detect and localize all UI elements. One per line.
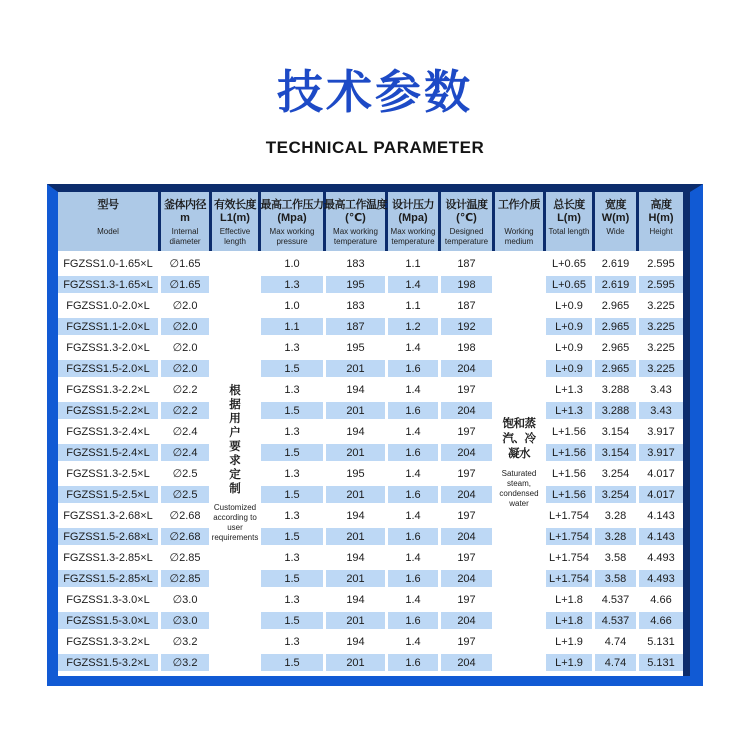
value-cell: 3.225 — [647, 341, 675, 354]
model-cell: FGZSS1.5-2.5×L — [58, 486, 158, 503]
value-cell: 204 — [441, 444, 492, 461]
value-cell: 3.254 — [595, 486, 636, 503]
model-cell: FGZSS1.3-2.5×L — [66, 467, 150, 480]
column-header-sub: (℃) — [456, 212, 477, 224]
model-cell: FGZSS1.5-3.2×L — [58, 654, 158, 671]
customized-note-char: 要 — [229, 440, 241, 453]
column-header-cn: 有效长度 — [214, 199, 256, 211]
column-header-en: Max working temperature — [390, 227, 436, 246]
column-header-cn: 釜体内径 — [164, 199, 206, 211]
table-header-row — [58, 192, 683, 251]
value-cell: 1.2 — [388, 318, 438, 335]
value-cell: 187 — [457, 257, 476, 270]
column-header-10 — [595, 192, 636, 251]
value-cell: 1.6 — [388, 612, 438, 629]
value-cell: L+0.65 — [546, 276, 592, 293]
value-cell: 201 — [326, 612, 385, 629]
value-cell: L+1.9 — [546, 654, 592, 671]
value-cell: 183 — [346, 257, 365, 270]
model-cell: FGZSS1.3-2.0×L — [66, 341, 150, 354]
value-cell: 1.4 — [388, 276, 438, 293]
column-header-4 — [261, 192, 323, 251]
value-cell: 3.43 — [650, 383, 672, 396]
value-cell: 197 — [457, 467, 476, 480]
value-cell: 2.965 — [595, 318, 636, 335]
value-cell: 194 — [346, 593, 365, 606]
value-cell: L+1.9 — [555, 635, 583, 648]
value-cell: ∅3.0 — [172, 594, 198, 606]
model-cell: FGZSS1.3-1.65×L — [58, 276, 158, 293]
column-header-6 — [388, 192, 438, 251]
value-cell: 192 — [441, 318, 492, 335]
value-cell: L+1.754 — [546, 528, 592, 545]
column-header-3 — [212, 192, 258, 251]
column-header-en: Wide — [606, 227, 625, 236]
value-cell: 1.1 — [405, 257, 421, 270]
value-cell: L+1.56 — [552, 425, 586, 438]
value-cell: 2.619 — [601, 257, 630, 270]
column-header-sub: (℃) — [345, 212, 366, 224]
value-cell: 204 — [441, 570, 492, 587]
model-cell: FGZSS1.5-2.0×L — [58, 360, 158, 377]
value-cell: 2.965 — [595, 360, 636, 377]
customized-note-char: 求 — [229, 454, 241, 467]
working-medium-en: Saturated steam, condensed water — [499, 469, 539, 508]
value-cell: 1.0 — [284, 299, 300, 312]
value-cell: 194 — [346, 383, 365, 396]
value-cell: 1.5 — [261, 654, 323, 671]
column-header-sub: (Mpa) — [398, 212, 428, 224]
value-cell: 197 — [457, 425, 476, 438]
value-cell: L+1.754 — [548, 509, 590, 522]
working-medium-cn — [503, 417, 536, 462]
column-header-cn: 总长度 — [553, 199, 585, 211]
value-cell: 4.537 — [595, 612, 636, 629]
value-cell: 4.143 — [647, 509, 675, 522]
value-cell: 204 — [441, 402, 492, 419]
value-cell: 1.6 — [388, 360, 438, 377]
value-cell: ∅2.2 — [172, 384, 198, 396]
value-cell: 1.3 — [284, 551, 300, 564]
value-cell: L+1.8 — [555, 593, 583, 606]
value-cell: 1.3 — [284, 593, 300, 606]
value-cell: 1.5 — [261, 444, 323, 461]
value-cell: 4.017 — [639, 486, 683, 503]
page — [0, 56, 750, 739]
column-header-1 — [58, 192, 158, 251]
column-header-en: Total length — [548, 227, 590, 236]
value-cell: 2.595 — [639, 276, 683, 293]
column-header-cn: 最高工作温度 — [324, 199, 387, 211]
value-cell: ∅2.4 — [172, 426, 198, 438]
column-header-9 — [546, 192, 592, 251]
value-cell: ∅2.0 — [161, 318, 209, 335]
value-cell: 1.4 — [405, 635, 421, 648]
value-cell: 198 — [441, 276, 492, 293]
customized-note-cell — [212, 255, 258, 671]
column-header-sub: H(m) — [648, 212, 674, 224]
value-cell: 194 — [346, 425, 365, 438]
model-cell: FGZSS1.5-2.4×L — [58, 444, 158, 461]
value-cell: 4.493 — [647, 551, 675, 564]
value-cell: 1.3 — [284, 509, 300, 522]
column-header-en: Designed temperature — [444, 227, 489, 246]
column-header-cn: 工作介质 — [498, 199, 540, 211]
value-cell: 3.58 — [595, 570, 636, 587]
value-cell: 1.5 — [261, 486, 323, 503]
value-cell: 3.225 — [647, 299, 675, 312]
customized-note-char: 据 — [229, 398, 241, 411]
value-cell: 187 — [457, 299, 476, 312]
value-cell: 194 — [346, 635, 365, 648]
column-header-en: Model — [97, 227, 119, 236]
customized-note-char: 定 — [229, 468, 241, 481]
value-cell: L+1.56 — [546, 444, 592, 461]
value-cell: 3.28 — [595, 528, 636, 545]
value-cell: 195 — [346, 467, 365, 480]
value-cell: 201 — [326, 528, 385, 545]
value-cell: 3.43 — [639, 402, 683, 419]
value-cell: 4.143 — [639, 528, 683, 545]
value-cell: 5.131 — [639, 654, 683, 671]
column-header-en: Max working pressure — [269, 227, 315, 246]
column-header-en: Internal diameter — [169, 227, 201, 246]
model-cell: FGZSS1.3-3.2×L — [66, 635, 150, 648]
value-cell: L+0.65 — [552, 257, 586, 270]
value-cell: ∅2.0 — [172, 300, 198, 312]
value-cell: 204 — [441, 360, 492, 377]
column-header-en: Effective length — [219, 227, 251, 246]
value-cell: 204 — [441, 528, 492, 545]
value-cell: 195 — [326, 276, 385, 293]
model-cell: FGZSS1.3-2.68×L — [63, 509, 153, 522]
working-medium-cell — [495, 255, 543, 671]
value-cell: 198 — [457, 341, 476, 354]
value-cell: L+1.3 — [546, 402, 592, 419]
column-header-cn: 宽度 — [605, 199, 626, 211]
model-cell: FGZSS1.0-2.0×L — [66, 299, 150, 312]
value-cell: 1.4 — [405, 551, 421, 564]
column-header-7 — [441, 192, 492, 251]
value-cell: ∅2.0 — [161, 360, 209, 377]
column-header-cn: 型号 — [97, 199, 119, 211]
column-header-sub: m — [180, 212, 190, 224]
value-cell: 1.4 — [405, 509, 421, 522]
value-cell: ∅2.0 — [172, 342, 198, 354]
model-cell: FGZSS1.0-1.65×L — [63, 257, 153, 270]
customized-note-char: 用 — [229, 412, 241, 425]
value-cell: 1.4 — [405, 425, 421, 438]
value-cell: 204 — [441, 612, 492, 629]
value-cell: 1.3 — [284, 467, 300, 480]
table-body — [58, 251, 683, 676]
column-header-sub: (Mpa) — [277, 212, 307, 224]
value-cell: 4.74 — [604, 635, 627, 648]
value-cell: 1.3 — [284, 341, 300, 354]
value-cell: 3.288 — [601, 383, 630, 396]
value-cell: 3.917 — [639, 444, 683, 461]
value-cell: 3.58 — [604, 551, 627, 564]
value-cell: 204 — [441, 654, 492, 671]
column-header-2 — [161, 192, 209, 251]
value-cell: 201 — [326, 654, 385, 671]
value-cell: 197 — [457, 551, 476, 564]
value-cell: ∅3.2 — [161, 654, 209, 671]
value-cell: L+0.9 — [555, 341, 583, 354]
column-header-cn: 设计温度 — [445, 199, 488, 211]
value-cell: 197 — [457, 593, 476, 606]
value-cell: 1.1 — [261, 318, 323, 335]
page-title-cn: 技术参数 — [277, 66, 473, 118]
value-cell: 5.131 — [647, 635, 675, 648]
model-cell: FGZSS1.5-2.68×L — [58, 528, 158, 545]
value-cell: ∅2.85 — [161, 570, 209, 587]
value-cell: 194 — [346, 509, 365, 522]
model-cell: FGZSS1.5-3.0×L — [58, 612, 158, 629]
value-cell: 4.537 — [601, 593, 630, 606]
value-cell: 1.5 — [261, 528, 323, 545]
value-cell: 201 — [326, 402, 385, 419]
value-cell: 1.5 — [261, 360, 323, 377]
value-cell: L+1.3 — [555, 383, 583, 396]
value-cell: L+0.9 — [555, 299, 583, 312]
value-cell: 4.017 — [647, 467, 675, 480]
value-cell: L+1.8 — [546, 612, 592, 629]
column-header-sub: W(m) — [601, 212, 630, 224]
value-cell: 2.965 — [601, 299, 630, 312]
value-cell: 4.493 — [639, 570, 683, 587]
column-header-cn: 最高工作压力 — [260, 199, 324, 211]
value-cell: 3.28 — [604, 509, 627, 522]
column-header-8 — [495, 192, 543, 251]
value-cell: 187 — [326, 318, 385, 335]
column-header-sub: L1(m) — [220, 212, 250, 224]
value-cell: 1.5 — [261, 570, 323, 587]
value-cell: L+0.9 — [546, 360, 592, 377]
value-cell: ∅3.0 — [161, 612, 209, 629]
value-cell: 1.5 — [261, 402, 323, 419]
value-cell: L+1.56 — [546, 486, 592, 503]
value-cell: ∅2.4 — [161, 444, 209, 461]
value-cell: ∅1.65 — [169, 258, 201, 270]
value-cell: 1.4 — [405, 467, 421, 480]
value-cell: 2.619 — [595, 276, 636, 293]
value-cell: ∅2.5 — [161, 486, 209, 503]
value-cell: 3.225 — [639, 318, 683, 335]
value-cell: 1.6 — [388, 486, 438, 503]
value-cell: ∅1.65 — [161, 276, 209, 293]
value-cell: 1.6 — [388, 570, 438, 587]
value-cell: ∅3.2 — [172, 636, 198, 648]
value-cell: 1.3 — [284, 383, 300, 396]
value-cell: 183 — [346, 299, 365, 312]
value-cell: 201 — [326, 570, 385, 587]
model-cell: FGZSS1.3-2.2×L — [66, 383, 150, 396]
value-cell: 197 — [457, 509, 476, 522]
customized-note-char: 根 — [229, 384, 241, 397]
column-header-5 — [326, 192, 385, 251]
value-cell: 197 — [457, 635, 476, 648]
column-header-cn: 高度 — [650, 199, 672, 211]
customized-note-cn — [229, 384, 241, 496]
model-cell: FGZSS1.1-2.0×L — [58, 318, 158, 335]
working-medium-line: 饱和蒸 — [502, 418, 536, 430]
customized-note-char: 户 — [229, 426, 241, 439]
value-cell: 1.3 — [284, 425, 300, 438]
model-cell: FGZSS1.3-2.85×L — [63, 551, 153, 564]
value-cell: ∅2.85 — [169, 552, 201, 564]
value-cell: 1.1 — [405, 299, 421, 312]
value-cell: 201 — [326, 360, 385, 377]
value-cell: 3.154 — [595, 444, 636, 461]
value-cell: 4.66 — [650, 593, 672, 606]
column-header-en: Height — [649, 227, 673, 236]
value-cell: 195 — [346, 341, 365, 354]
value-cell: 3.225 — [639, 360, 683, 377]
table-inner — [58, 192, 690, 676]
model-cell: FGZSS1.3-3.0×L — [66, 593, 150, 606]
value-cell: 1.3 — [284, 635, 300, 648]
value-cell: 1.4 — [405, 593, 421, 606]
column-header-en: Max working temperature — [333, 227, 378, 246]
value-cell: ∅2.68 — [161, 528, 209, 545]
value-cell: 194 — [346, 551, 365, 564]
value-cell: 197 — [457, 383, 476, 396]
model-cell: FGZSS1.3-2.4×L — [66, 425, 150, 438]
value-cell: ∅2.2 — [161, 402, 209, 419]
column-header-en: Working medium — [504, 227, 534, 246]
value-cell: 3.254 — [601, 467, 630, 480]
value-cell: 1.6 — [388, 528, 438, 545]
customized-note-char: 制 — [229, 482, 241, 495]
value-cell: 1.6 — [388, 654, 438, 671]
value-cell: L+1.56 — [552, 467, 586, 480]
value-cell: 204 — [441, 486, 492, 503]
customized-note-en: Customized according to user requirements — [211, 502, 259, 542]
value-cell: L+1.754 — [546, 570, 592, 587]
page-title-en: TECHNICAL PARAMETER — [265, 138, 485, 157]
value-cell: L+0.9 — [546, 318, 592, 335]
value-cell: 1.6 — [388, 444, 438, 461]
column-header-sub: L(m) — [557, 212, 581, 224]
value-cell: 3.288 — [595, 402, 636, 419]
value-cell: 1.6 — [388, 402, 438, 419]
value-cell: L+1.754 — [548, 551, 590, 564]
value-cell: 201 — [326, 444, 385, 461]
value-cell: 1.5 — [261, 612, 323, 629]
model-cell: FGZSS1.5-2.2×L — [58, 402, 158, 419]
technical-parameter-table — [47, 184, 703, 686]
value-cell: ∅2.5 — [172, 468, 198, 480]
value-cell: 2.595 — [647, 257, 675, 270]
value-cell: 4.74 — [595, 654, 636, 671]
value-cell: 4.66 — [639, 612, 683, 629]
value-cell: 1.4 — [405, 341, 421, 354]
value-cell: ∅2.68 — [169, 510, 201, 522]
value-cell: 1.4 — [405, 383, 421, 396]
value-cell: 1.0 — [284, 257, 300, 270]
value-cell: 1.3 — [261, 276, 323, 293]
value-cell: 3.154 — [601, 425, 630, 438]
value-cell: 2.965 — [601, 341, 630, 354]
working-medium-line: 汽、冷 — [502, 433, 536, 445]
model-cell: FGZSS1.5-2.85×L — [58, 570, 158, 587]
working-medium-line: 凝水 — [508, 448, 530, 460]
value-cell: 3.917 — [647, 425, 675, 438]
column-header-cn: 设计压力 — [392, 199, 434, 211]
value-cell: 201 — [326, 486, 385, 503]
column-header-11 — [639, 192, 683, 251]
